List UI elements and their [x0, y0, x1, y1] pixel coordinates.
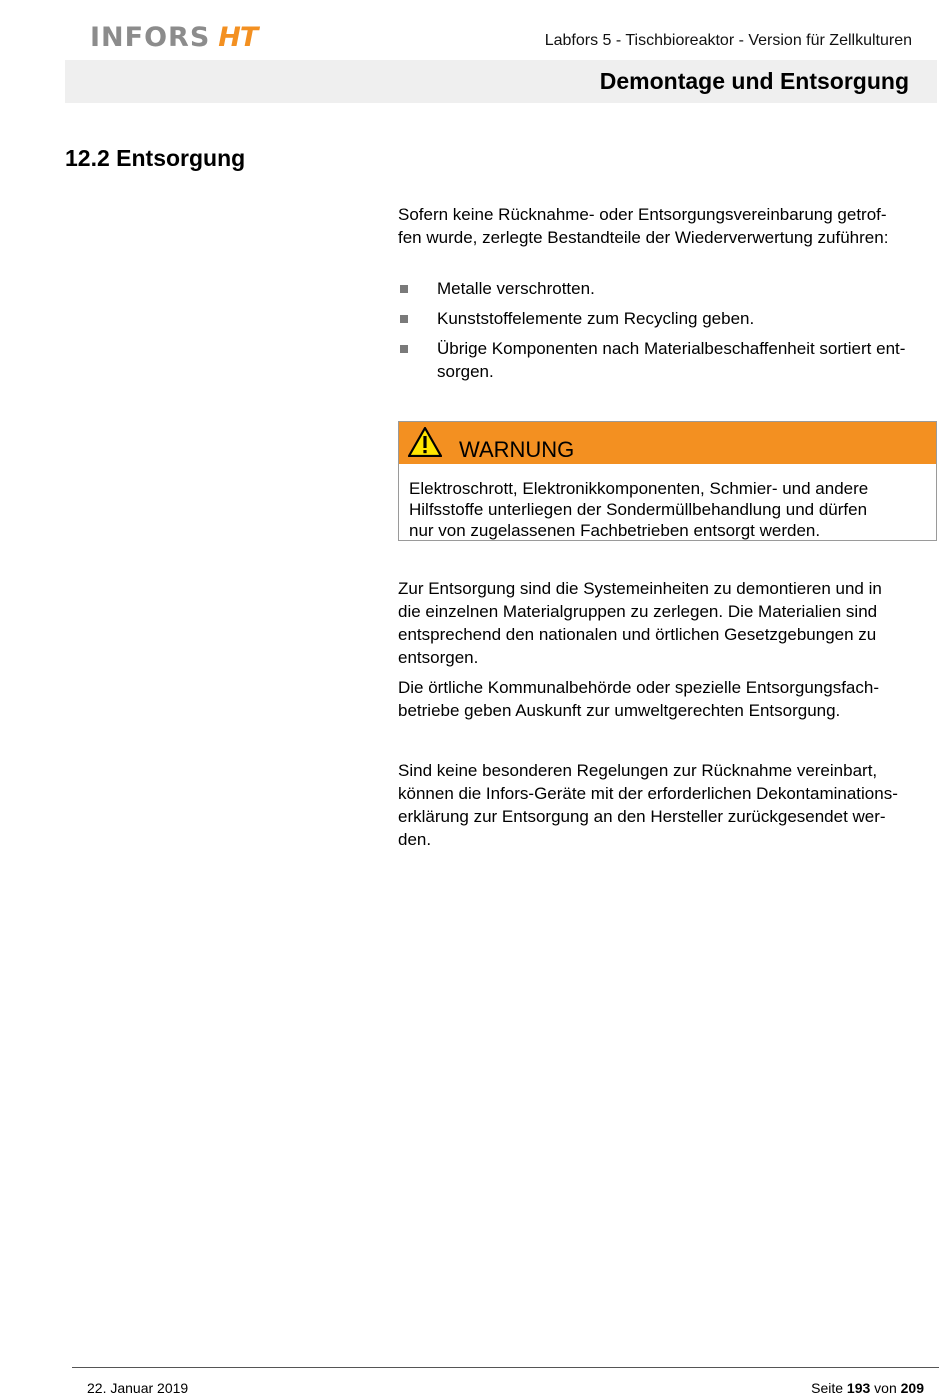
paragraph-line: Die örtliche Kommunalbehörde oder spezielle Entsorgungsfach-	[398, 678, 879, 697]
square-bullet-icon	[400, 285, 408, 293]
intro-line: fen wurde, zerlegte Bestandteile der Wiederverwertung zuführen:	[398, 228, 889, 247]
page-number	[811, 1380, 924, 1396]
list-item	[398, 277, 938, 300]
list-item-text: Kunststoffelemente zum Recycling geben.	[437, 309, 755, 328]
paragraph-line: können die Infors-Geräte mit der erforderlichen Dekontaminations-	[398, 784, 898, 803]
paragraph-line: Zur Entsorgung sind die Systemeinheiten zu demontieren und in	[398, 579, 882, 598]
total-pages: 209	[900, 1380, 924, 1396]
page-prefix: Seite	[811, 1380, 844, 1396]
warning-header	[399, 422, 936, 464]
logo-mark: HT	[218, 21, 258, 53]
paragraph-line: entsorgen.	[398, 648, 479, 667]
square-bullet-icon	[400, 315, 408, 323]
section-header-band	[65, 60, 937, 103]
warning-line: nur von zugelassenen Fachbetrieben entsorgt werden.	[409, 521, 821, 540]
list-item-text: sorgen.	[437, 362, 494, 381]
intro-line: Sofern keine Rücknahme- oder Entsorgungsvereinbarung getrof-	[398, 205, 887, 224]
document-title: Labfors 5 - Tischbioreaktor - Version für Zellkulturen	[544, 32, 912, 49]
intro-paragraph	[398, 203, 928, 249]
paragraph-line: den.	[398, 830, 432, 849]
list-item-text: Übrige Komponenten nach Materialbeschaffenheit sortiert ent-	[437, 339, 906, 358]
list-item	[398, 307, 938, 330]
infors-ht-logo	[90, 22, 257, 52]
square-bullet-icon	[400, 345, 408, 353]
paragraph-line: betriebe geben Auskunft zur umweltgerechten Entsorgung.	[398, 701, 841, 720]
warning-line: Hilfsstoffe unterliegen der Sondermüllbehandlung und dürfen	[409, 500, 868, 519]
warning-text	[409, 478, 929, 541]
page-of: von	[874, 1380, 897, 1396]
warning-box	[398, 421, 937, 541]
current-page: 193	[846, 1380, 871, 1396]
section-title: Demontage und Entsorgung	[599, 68, 909, 94]
paragraph-return	[398, 759, 928, 851]
logo-text: INFORS	[90, 21, 211, 53]
paragraph-line: erklärung zur Entsorgung an den Hersteller zurückgesendet wer-	[398, 807, 886, 826]
paragraph-dismantling	[398, 577, 928, 669]
disposal-list	[398, 277, 938, 390]
paragraph-authority	[398, 676, 928, 722]
paragraph-line: entsprechend den nationalen und örtlichen Gesetzgebungen zu	[398, 625, 877, 644]
footer-divider	[72, 1367, 939, 1368]
paragraph-line: Sind keine besonderen Regelungen zur Rücknahme vereinbart,	[398, 761, 878, 780]
warning-line: Elektroschrott, Elektronikkomponenten, Schmier- und andere	[409, 479, 869, 498]
list-item-text: Metalle verschrotten.	[437, 279, 595, 298]
warning-triangle-icon	[408, 427, 442, 457]
chapter-heading: 12.2 Entsorgung	[65, 145, 246, 171]
paragraph-line: die einzelnen Materialgruppen zu zerlegen. Die Materialien sind	[398, 602, 878, 621]
footer-date: 22. Januar 2019	[87, 1380, 189, 1396]
list-item	[398, 337, 938, 383]
warning-label: WARNUNG	[459, 437, 575, 462]
